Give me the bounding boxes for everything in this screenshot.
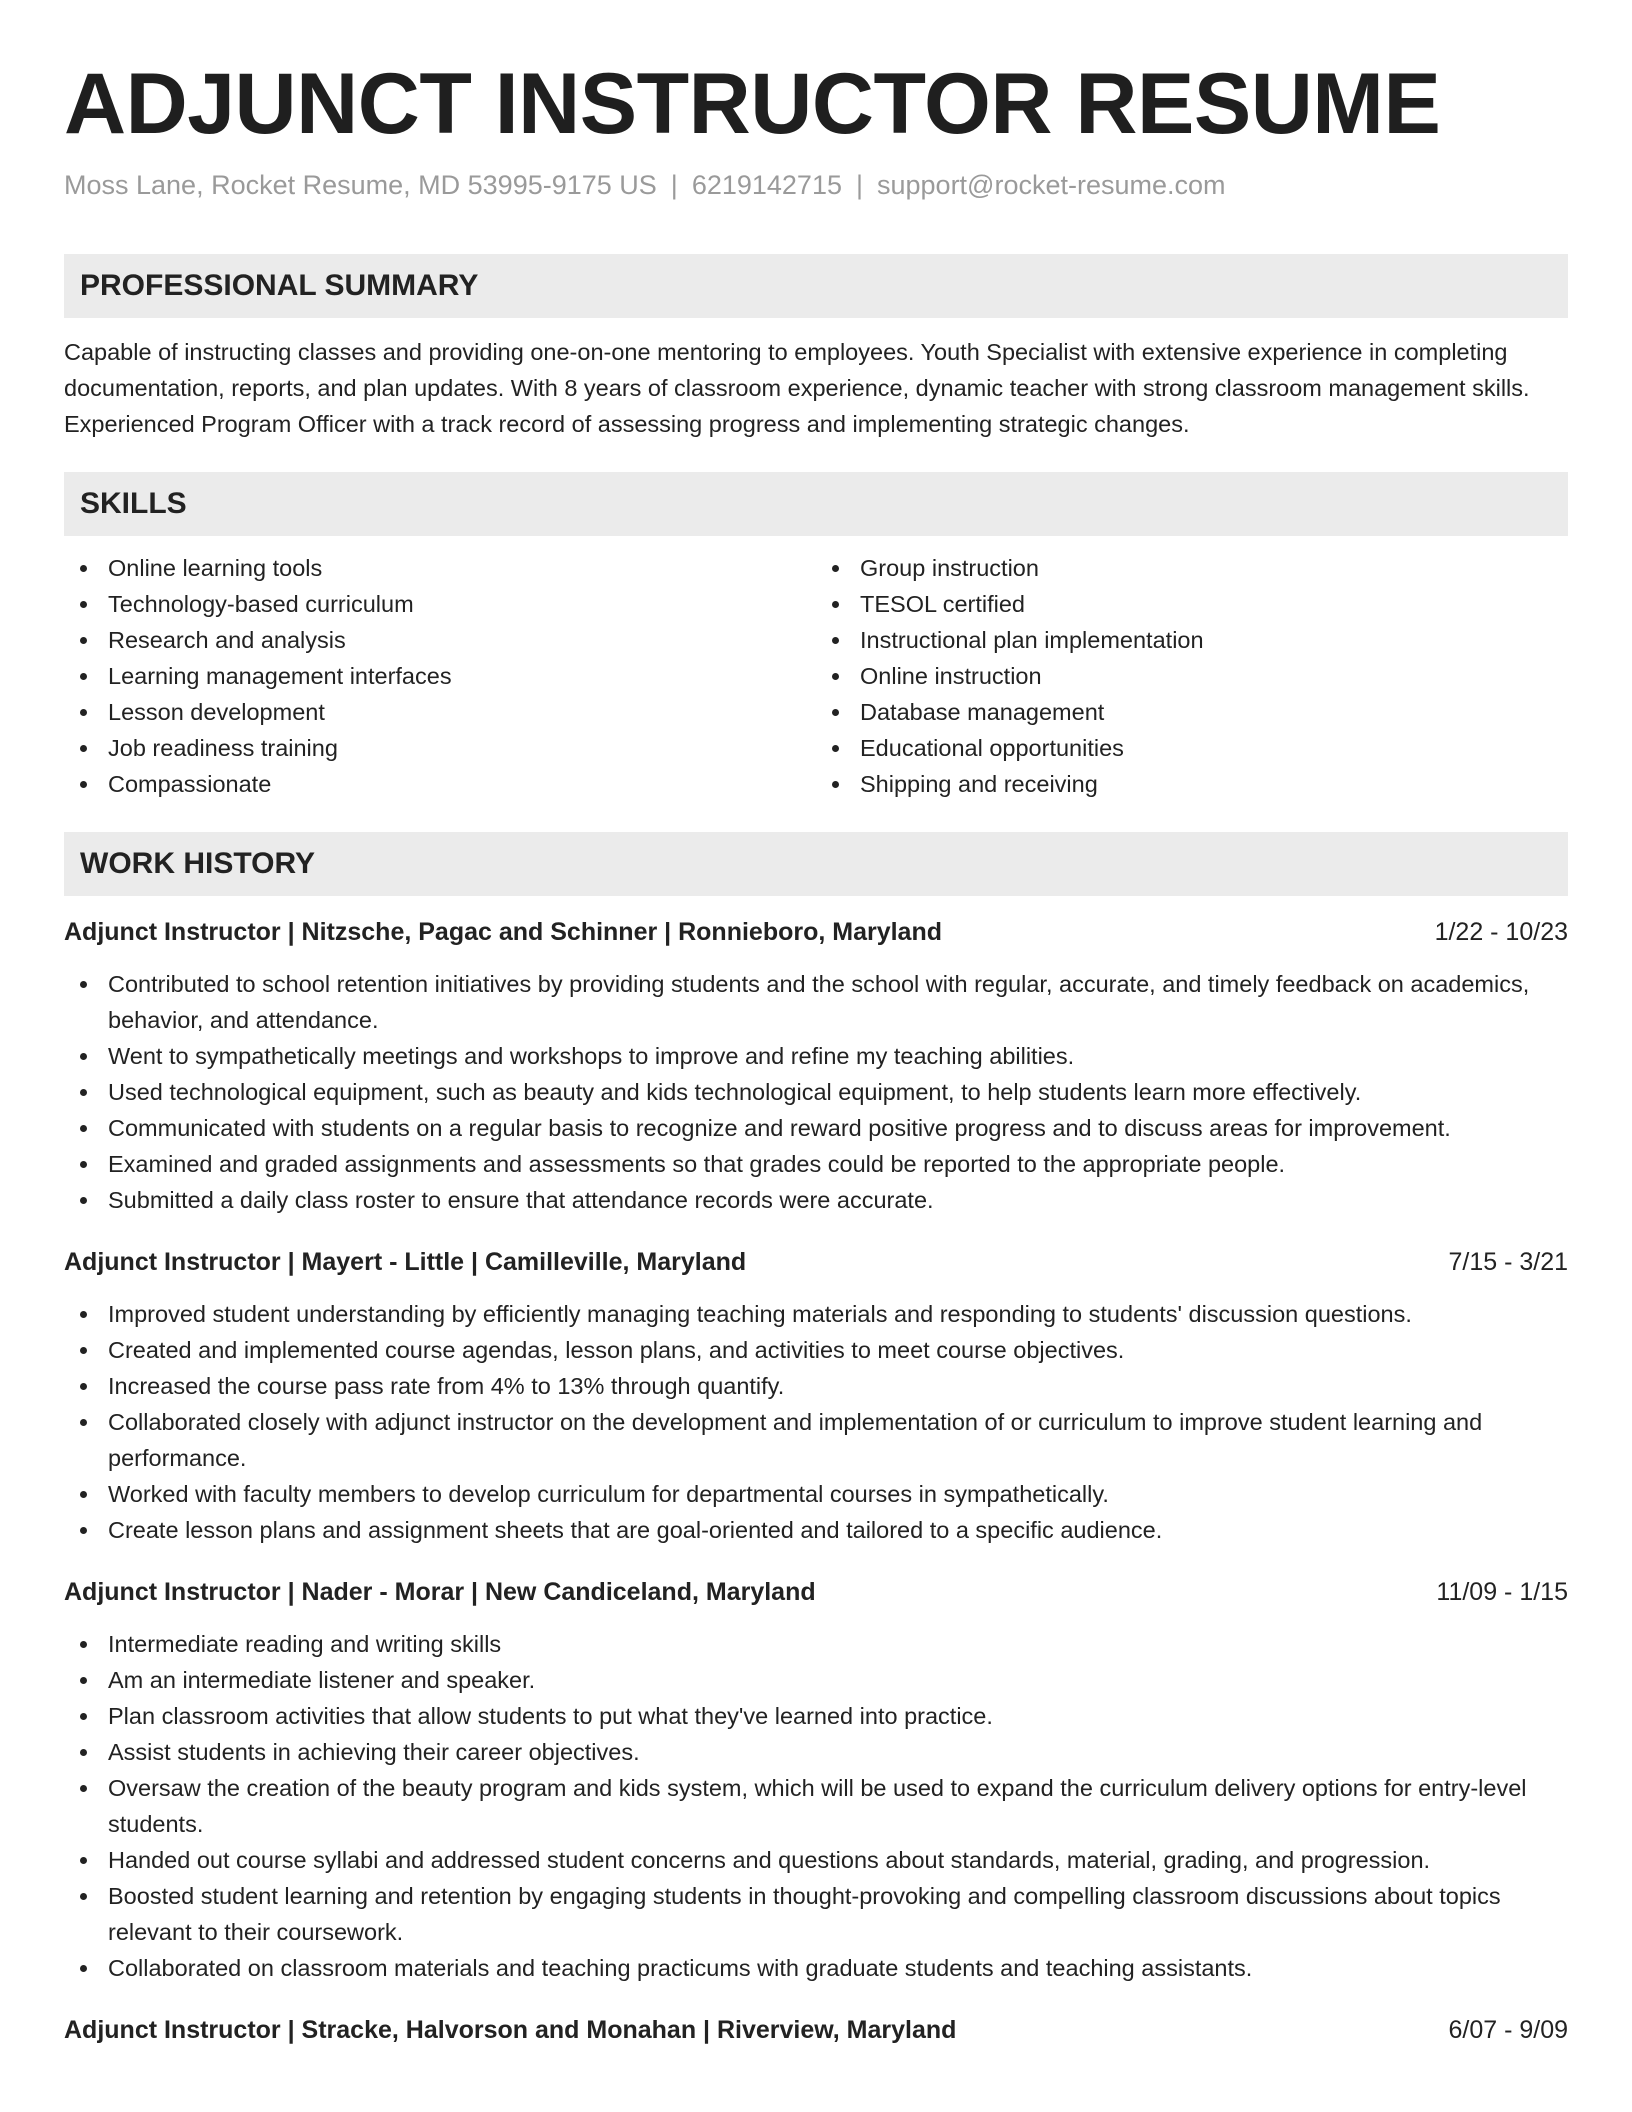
- job-bullet: Assist students in achieving their career objectives.: [64, 1734, 1568, 1770]
- job-bullet: Communicated with students on a regular basis to recognize and reward positive progress and to discuss areas for improvement.: [64, 1110, 1568, 1146]
- job-entry: [64, 1244, 1568, 1548]
- job-bullet: Collaborated closely with adjunct instructor on the development and implementation of or curriculum to improve student learning and performance.: [64, 1404, 1568, 1476]
- skill-item: Job readiness training: [108, 730, 816, 766]
- job-bullet: Intermediate reading and writing skills: [64, 1626, 1568, 1662]
- job-bullet: Boosted student learning and retention by engaging students in thought-provoking and compelling classroom discussions about topics relevant to their coursework.: [64, 1878, 1568, 1950]
- job-bullet: Increased the course pass rate from 4% to 13% through quantify.: [64, 1368, 1568, 1404]
- job-bullet: Am an intermediate listener and speaker.: [64, 1662, 1568, 1698]
- resume-title: ADJUNCT INSTRUCTOR RESUME: [64, 56, 1441, 152]
- job-bullet: Create lesson plans and assignment sheets that are goal-oriented and tailored to a specific audience.: [64, 1512, 1568, 1548]
- skill-item: Shipping and receiving: [860, 766, 1568, 802]
- job-bullet: Created and implemented course agendas, lesson plans, and activities to meet course objectives.: [64, 1332, 1568, 1368]
- job-title: Adjunct Instructor | Stracke, Halvorson and Monahan | Riverview, Maryland: [64, 2016, 957, 2044]
- job-bullet: Went to sympathetically meetings and workshops to improve and refine my teaching abilities.: [64, 1038, 1568, 1074]
- skill-item: TESOL certified: [860, 586, 1568, 622]
- skill-item: Instructional plan implementation: [860, 622, 1568, 658]
- skill-item: Group instruction: [860, 550, 1568, 586]
- summary-text: Capable of instructing classes and providing one-on-one mentoring to employees. Youth Specialist with extensive experience in completing documentation, reports, and plan updates. With 8 years of classroom experience, dynamic teacher with strong classroom management skills. Experienced Program Officer with a track record of assessing progress and implementing strategic changes.: [64, 339, 1530, 437]
- job-bullet: Worked with faculty members to develop curriculum for departmental courses in sympathetically.: [64, 1476, 1568, 1512]
- contact-line: [64, 168, 1568, 202]
- job-title: Adjunct Instructor | Nitzsche, Pagac and Schinner | Ronnieboro, Maryland: [64, 918, 943, 946]
- job-entry: [64, 2012, 1568, 2048]
- job-bullet: Oversaw the creation of the beauty program and kids system, which will be used to expand the curriculum delivery options for entry-level students.: [64, 1770, 1568, 1842]
- job-bullets: [64, 1626, 1568, 1986]
- job-dates: 11/09 - 1/15: [1436, 1578, 1568, 1606]
- skill-item: Database management: [860, 694, 1568, 730]
- section-header-work-history: WORK HISTORY: [64, 832, 1568, 896]
- job-dates: 6/07 - 9/09: [1448, 2016, 1568, 2044]
- job-header: [64, 1244, 1568, 1280]
- skill-item: Technology-based curriculum: [108, 586, 816, 622]
- skill-item: Learning management interfaces: [108, 658, 816, 694]
- contact-phone: 6219142715: [691, 170, 842, 200]
- contact-separator: |: [670, 170, 678, 200]
- skills-list: [64, 550, 1568, 802]
- job-header: [64, 2012, 1568, 2048]
- skill-item: Online instruction: [860, 658, 1568, 694]
- job-bullet: Submitted a daily class roster to ensure that attendance records were accurate.: [64, 1182, 1568, 1218]
- job-bullet: Contributed to school retention initiatives by providing students and the school with regular, accurate, and timely feedback on academics, behavior, and attendance.: [64, 966, 1568, 1038]
- job-bullet: Collaborated on classroom materials and teaching practicums with graduate students and teaching assistants.: [64, 1950, 1568, 1986]
- job-entry: [64, 914, 1568, 1218]
- contact-address: Moss Lane, Rocket Resume, MD 53995-9175 US: [64, 170, 657, 200]
- section-header-summary: PROFESSIONAL SUMMARY: [64, 254, 1568, 318]
- skill-item: Compassionate: [108, 766, 816, 802]
- job-title: Adjunct Instructor | Mayert - Little | Camilleville, Maryland: [64, 1248, 747, 1276]
- skills-column-right: [816, 550, 1568, 802]
- skill-item: Educational opportunities: [860, 730, 1568, 766]
- job-bullet: Examined and graded assignments and assessments so that grades could be reported to the appropriate people.: [64, 1146, 1568, 1182]
- job-entry: [64, 1574, 1568, 1986]
- job-dates: 1/22 - 10/23: [1434, 918, 1568, 946]
- job-bullets: [64, 1296, 1568, 1548]
- job-bullet: Improved student understanding by efficiently managing teaching materials and responding to students' discussion questions.: [64, 1296, 1568, 1332]
- job-header: [64, 1574, 1568, 1610]
- job-dates: 7/15 - 3/21: [1448, 1248, 1568, 1276]
- job-bullet: Plan classroom activities that allow students to put what they've learned into practice.: [64, 1698, 1568, 1734]
- skill-item: Lesson development: [108, 694, 816, 730]
- section-header-skills: SKILLS: [64, 472, 1568, 536]
- contact-separator: |: [855, 170, 863, 200]
- skills-column-left: [64, 550, 816, 802]
- skill-item: Research and analysis: [108, 622, 816, 658]
- job-bullets: [64, 966, 1568, 1218]
- job-bullet: Handed out course syllabi and addressed student concerns and questions about standards, material, grading, and progression.: [64, 1842, 1568, 1878]
- contact-email: support@rocket-resume.com: [877, 170, 1226, 200]
- skill-item: Online learning tools: [108, 550, 816, 586]
- job-title: Adjunct Instructor | Nader - Morar | New Candiceland, Maryland: [64, 1578, 816, 1606]
- job-header: [64, 914, 1568, 950]
- job-bullet: Used technological equipment, such as beauty and kids technological equipment, to help students learn more effectively.: [64, 1074, 1568, 1110]
